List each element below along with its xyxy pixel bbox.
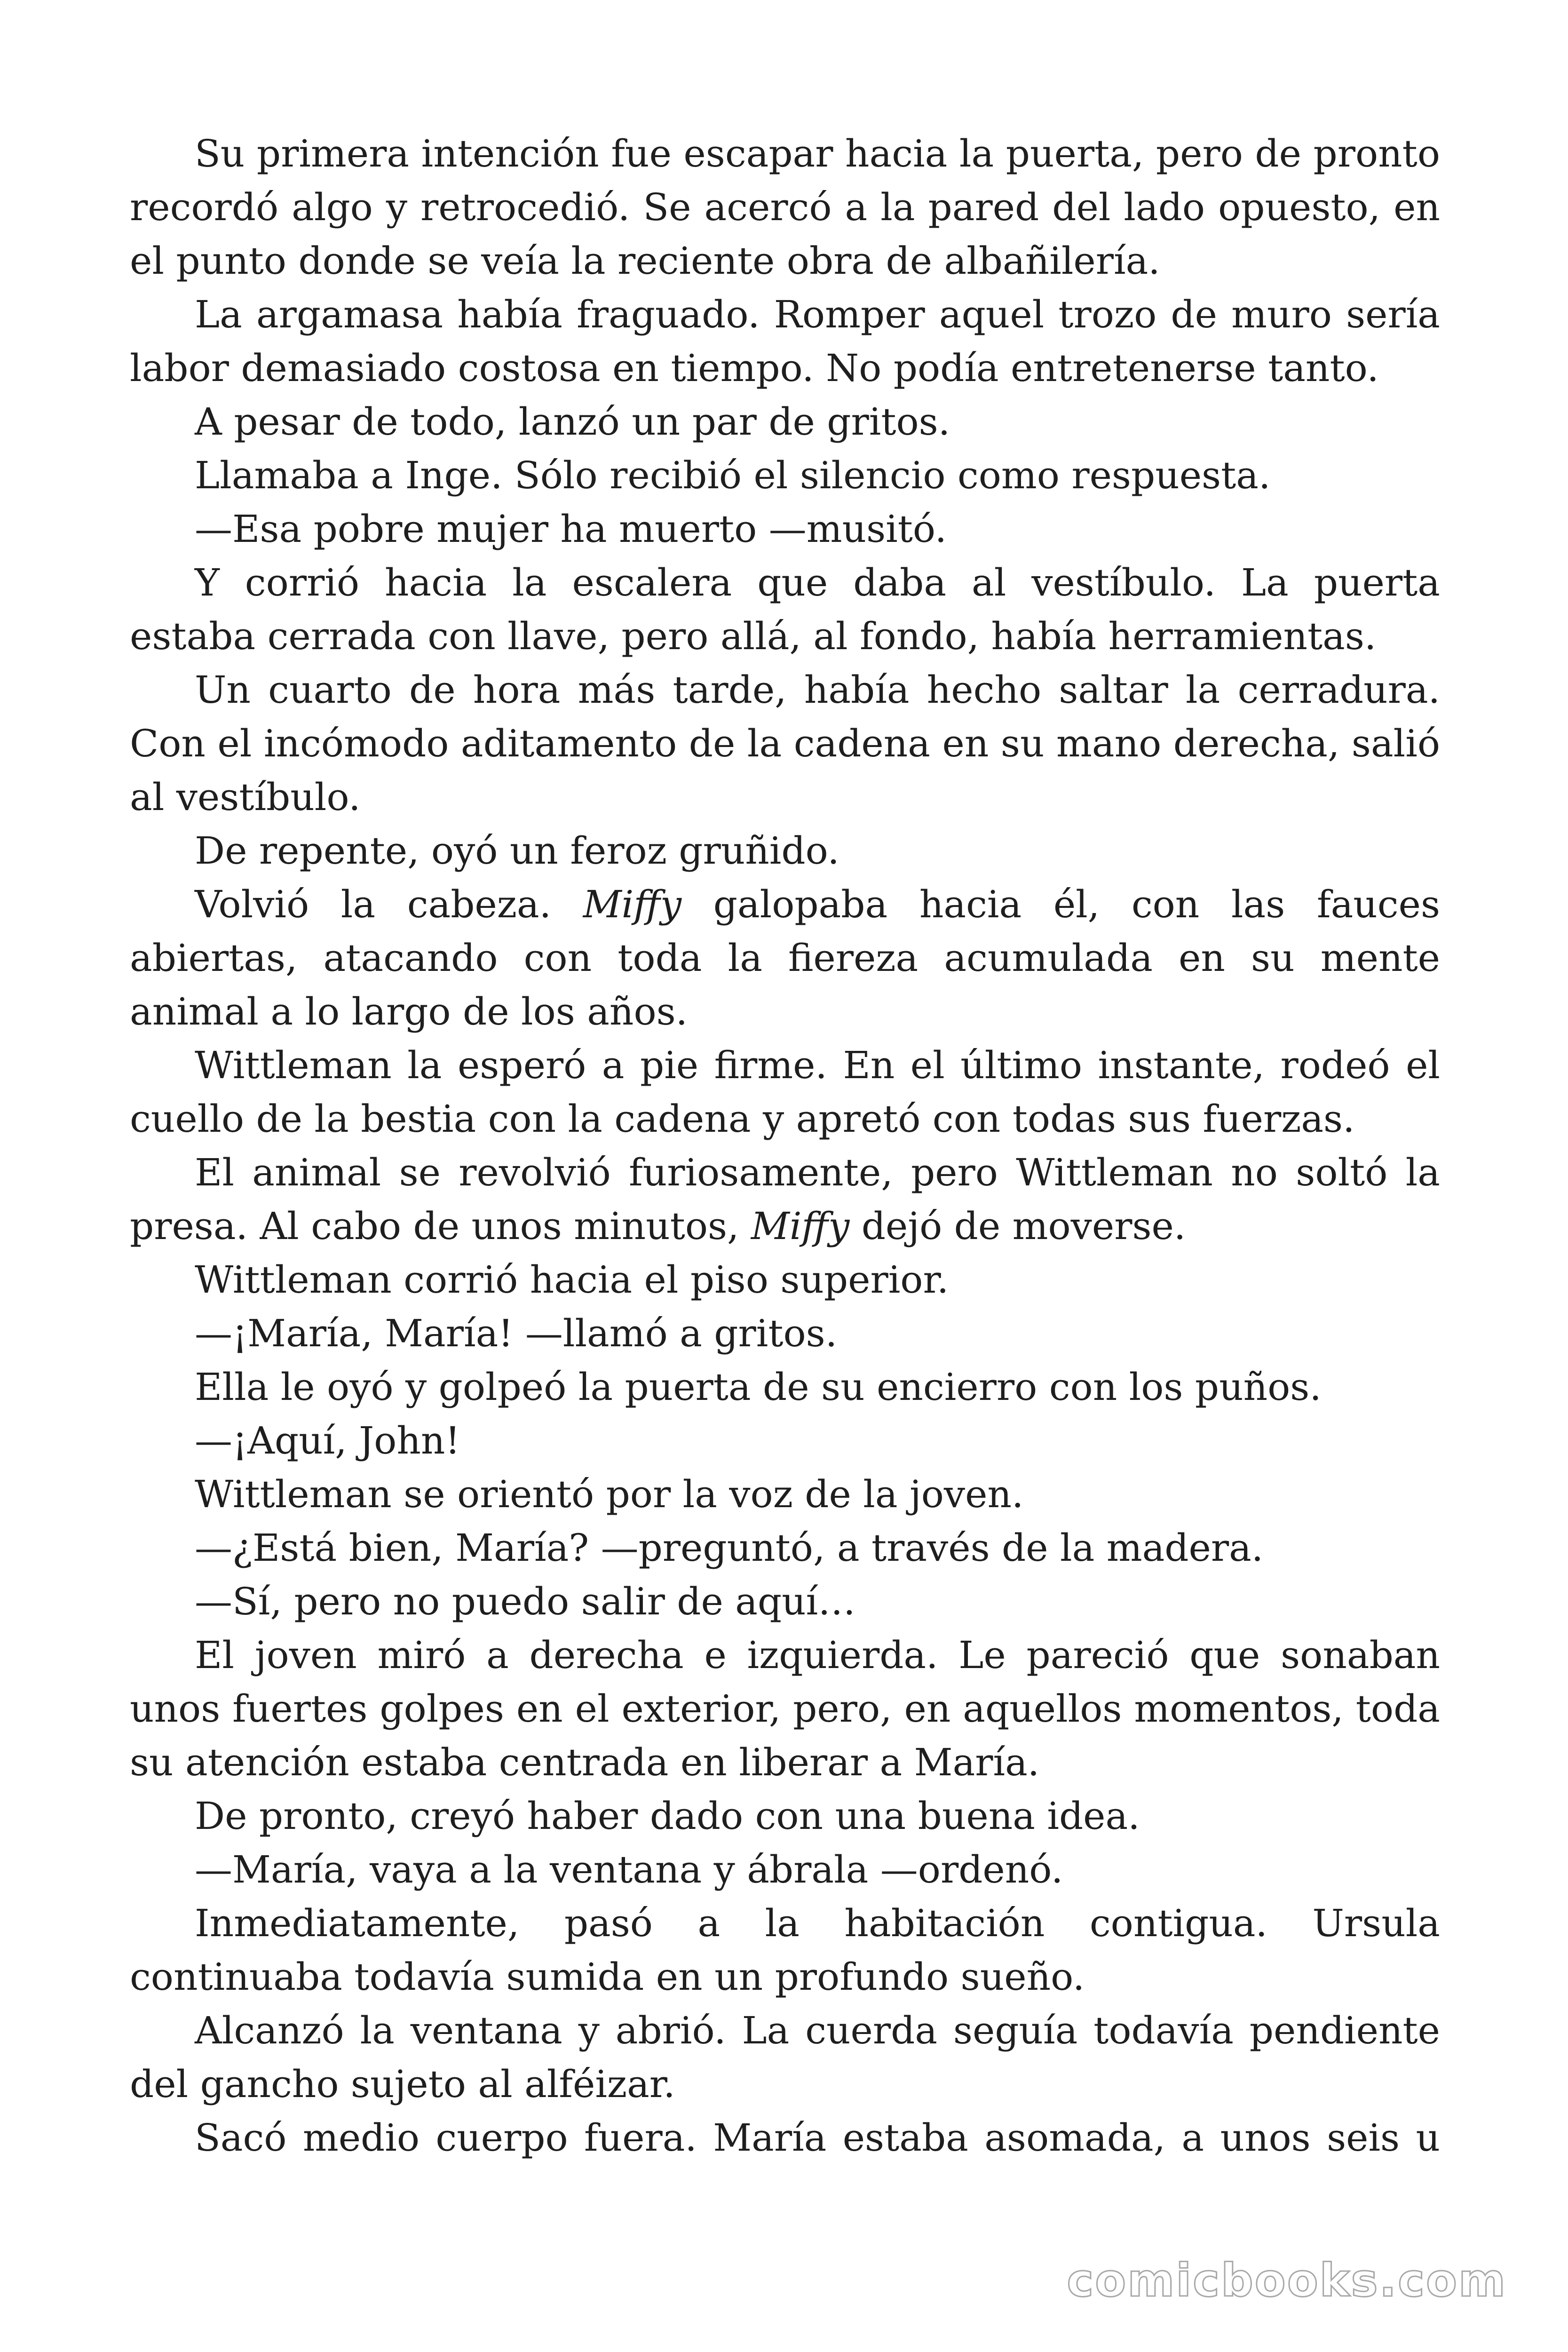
paragraph — [130, 1521, 1440, 1575]
paragraph — [130, 1897, 1440, 2004]
text-run: De repente, oyó un feroz gruñido. — [195, 829, 839, 873]
italic-text-run: Miffy — [583, 882, 682, 926]
text-run: —¡Aquí, John! — [195, 1419, 460, 1462]
paragraph — [130, 1414, 1440, 1468]
text-run: dejó de moverse. — [849, 1204, 1186, 1248]
paragraph — [130, 1360, 1440, 1414]
paragraph — [130, 663, 1440, 824]
text-run: galopaba hacia él, con las fauces abiertas, atacando con toda la fiereza acumulada en su mente animal a lo largo de los años. — [130, 882, 1440, 1033]
text-run: Wittleman la esperó a pie firme. En el último instante, rodeó el cuello de la bestia con la cadena y apretó con todas sus fuerzas. — [130, 1043, 1440, 1141]
text-run: Wittleman corrió hacia el piso superior. — [195, 1258, 949, 1302]
text-run: El joven miró a derecha e izquierda. Le pareció que sonaban unos fuertes golpes en el exterior, pero, en aquellos momentos, toda su atención estaba centrada en liberar a María. — [130, 1633, 1440, 1784]
text-run: Ella le oyó y golpeó la puerta de su encierro con los puños. — [195, 1365, 1322, 1409]
text-run: Sacó medio cuerpo fuera. María estaba asomada, a unos seis u — [195, 2116, 1440, 2160]
paragraph — [130, 1843, 1440, 1897]
paragraph — [130, 556, 1440, 663]
paragraph — [130, 2111, 1440, 2165]
paragraph — [130, 288, 1440, 395]
paragraph — [130, 1039, 1440, 1146]
paragraph — [130, 1307, 1440, 1360]
text-run: El animal se revolvió furiosamente, pero Wittleman no soltó la presa. Al cabo de unos minutos, — [130, 1151, 1440, 1248]
paragraph — [130, 824, 1440, 878]
text-run: Alcanzó la ventana y abrió. La cuerda seguía todavía pendiente del gancho sujeto al alféizar. — [130, 2009, 1440, 2106]
text-run: Un cuarto de hora más tarde, había hecho saltar la cerradura. Con el incómodo aditamento de la cadena en su mano derecha, salió al vestíbulo. — [130, 668, 1440, 819]
paragraph — [130, 1575, 1440, 1629]
paragraph — [130, 502, 1440, 556]
paragraph — [130, 449, 1440, 502]
text-run: Volvió la cabeza. — [195, 882, 583, 926]
paragraph — [130, 1629, 1440, 1789]
text-run: —¿Está bien, María? —preguntó, a través de la madera. — [195, 1526, 1264, 1570]
text-run: De pronto, creyó haber dado con una buena idea. — [195, 1794, 1140, 1838]
paragraph — [130, 1789, 1440, 1843]
paragraph — [130, 878, 1440, 1039]
text-run: —Esa pobre mujer ha muerto —musitó. — [195, 507, 947, 551]
text-run: —¡María, María! —llamó a gritos. — [195, 1311, 838, 1355]
text-run: —Sí, pero no puedo salir de aquí… — [195, 1580, 856, 1623]
text-run: —María, vaya a la ventana y ábrala —ordenó. — [195, 1848, 1063, 1891]
text-run: Y corrió hacia la escalera que daba al vestíbulo. La puerta estaba cerrada con llave, pero allá, al fondo, había herramientas. — [130, 561, 1440, 658]
text-run: Llamaba a Inge. Sólo recibió el silencio como respuesta. — [195, 453, 1271, 497]
book-page-body — [130, 127, 1440, 2165]
paragraph — [130, 127, 1440, 288]
text-run: La argamasa había fraguado. Romper aquel trozo de muro sería labor demasiado costosa en tiempo. No podía entretenerse tanto. — [130, 293, 1440, 390]
paragraph — [130, 1253, 1440, 1307]
text-run: Su primera intención fue escapar hacia la puerta, pero de pronto recordó algo y retrocedió. Se acercó a la pared del lado opuesto, en el punto donde se veía la reciente obra de albañilería. — [130, 132, 1440, 283]
text-run: Wittleman se orientó por la voz de la joven. — [195, 1472, 1024, 1516]
paragraph — [130, 1146, 1440, 1253]
paragraph — [130, 1468, 1440, 1521]
italic-text-run: Miffy — [751, 1204, 850, 1248]
paragraph — [130, 2004, 1440, 2111]
text-run: Inmediatamente, pasó a la habitación contigua. Ursula continuaba todavía sumida en un profundo sueño. — [130, 1901, 1440, 1999]
text-run: A pesar de todo, lanzó un par de gritos. — [195, 400, 950, 444]
watermark: comicbooks.com — [1067, 2254, 1507, 2307]
paragraph — [130, 395, 1440, 449]
